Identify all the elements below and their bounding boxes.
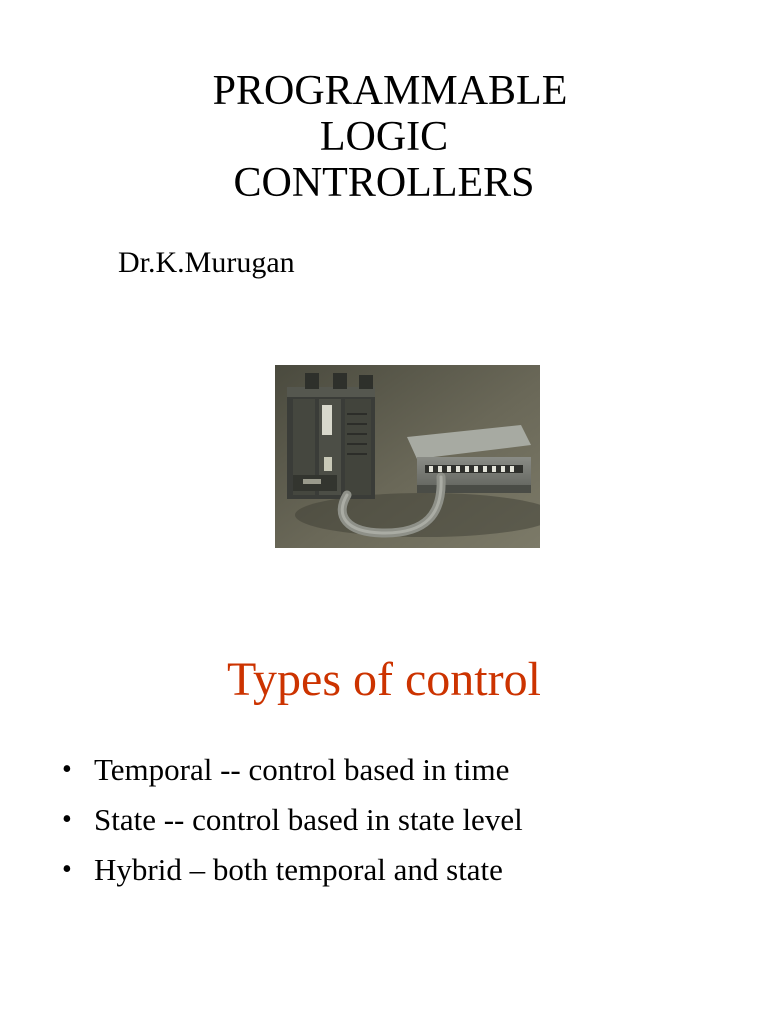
bullet-icon: • <box>62 854 72 885</box>
section-heading: Types of control <box>227 653 541 706</box>
bullet-text: Hybrid – both temporal and state <box>94 852 503 887</box>
list-item <box>62 800 523 850</box>
plc-illustration <box>275 365 540 548</box>
list-item <box>62 850 523 900</box>
bullet-text: State -- control based in state level <box>94 802 523 837</box>
bullet-list <box>62 750 523 900</box>
bullet-text: Temporal -- control based in time <box>94 752 510 787</box>
title-line-1: PROGRAMMABLE <box>212 68 568 114</box>
slide-title <box>0 68 768 206</box>
title-line-2: LOGIC <box>319 114 449 160</box>
bullet-icon: • <box>62 754 72 785</box>
plc-hardware-photo <box>275 365 540 548</box>
list-item <box>62 750 523 800</box>
bullet-icon: • <box>62 804 72 835</box>
author-name: Dr.K.Murugan <box>118 246 295 279</box>
title-line-3: CONTROLLERS <box>233 160 535 206</box>
